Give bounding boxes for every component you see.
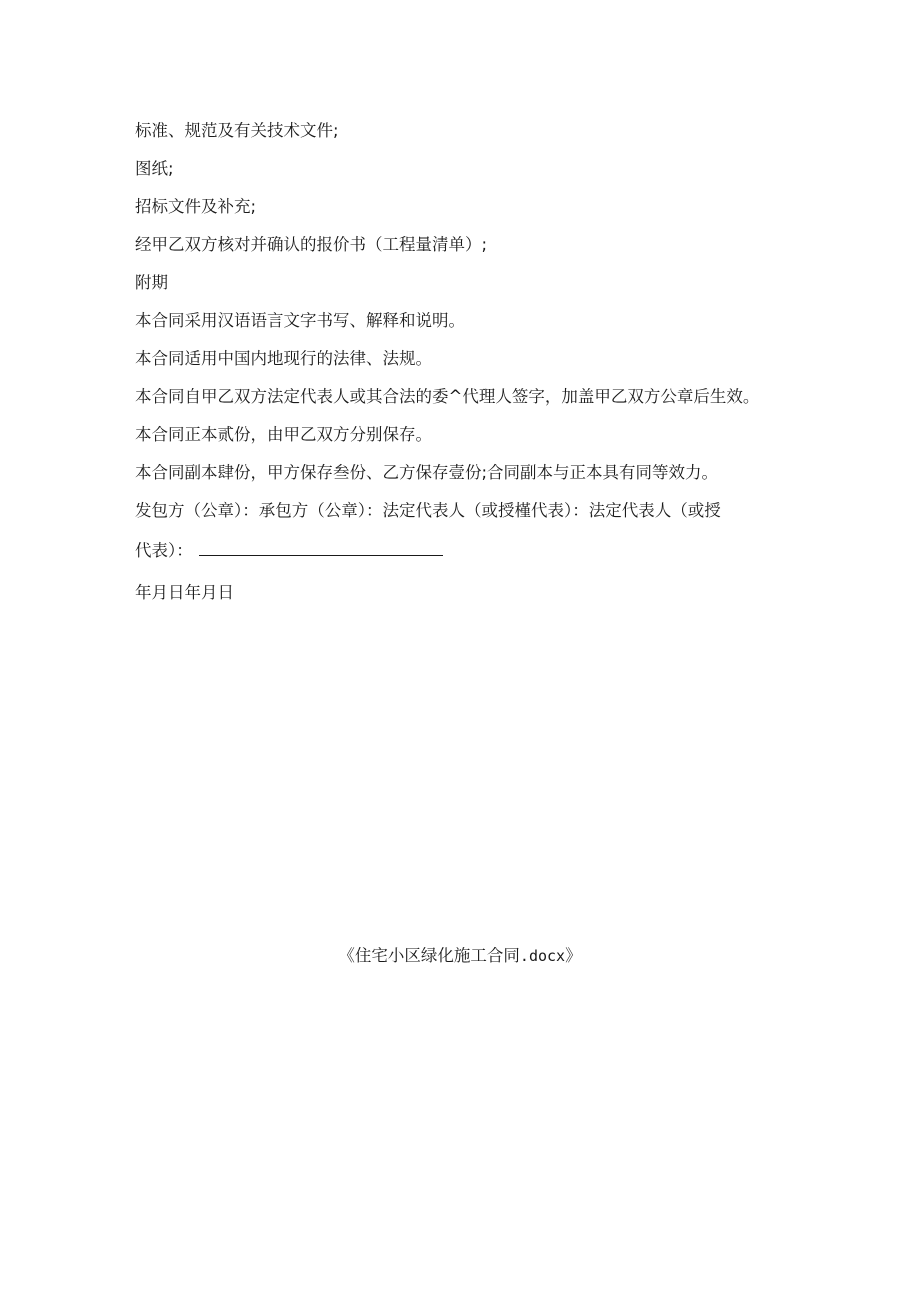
footer-file-name: 住宅小区绿化施工合同: [354, 946, 520, 965]
text-line-standards: 标准、规范及有关技术文件;: [135, 121, 339, 140]
text-line-originals: 本合同正本贰份，由甲乙双方分别保存。: [135, 425, 432, 444]
text-line-drawings: 图纸;: [135, 159, 174, 178]
signature-blank: [199, 541, 443, 556]
text-line-tender-docs: 招标文件及补充;: [135, 197, 257, 216]
text-line-law: 本合同适用中国内地现行的法律、法规。: [135, 349, 432, 368]
footer-open-bracket: 《: [338, 946, 355, 965]
signature-line: [135, 541, 443, 561]
text-line-effective: 本合同自甲乙双方法定代表人或其合法的委^代理人签字，加盖甲乙双方公章后生效。: [135, 387, 760, 406]
text-line-quotation: 经甲乙双方核对并确认的报价书（工程量清单）;: [135, 235, 488, 254]
text-line-copies: 本合同副本肆份，甲方保存叁份、乙方保存壹份;合同副本与正本具有同等效力。: [135, 463, 719, 482]
footer-close-bracket: 》: [565, 946, 582, 965]
text-line-signatories: 发包方（公章）：承包方（公章）：法定代表人（或授槿代表）：法定代表人（或授: [135, 501, 721, 520]
text-line-appendix: 附期: [135, 273, 168, 292]
text-line-representative: 代表）：: [135, 541, 193, 560]
footer-file-extension: .docx: [519, 947, 566, 965]
text-line-dates: 年月日年月日: [135, 583, 234, 602]
document-filename: [0, 946, 920, 966]
text-line-language: 本合同采用汉语语言文字书写、解释和说明。: [135, 311, 465, 330]
